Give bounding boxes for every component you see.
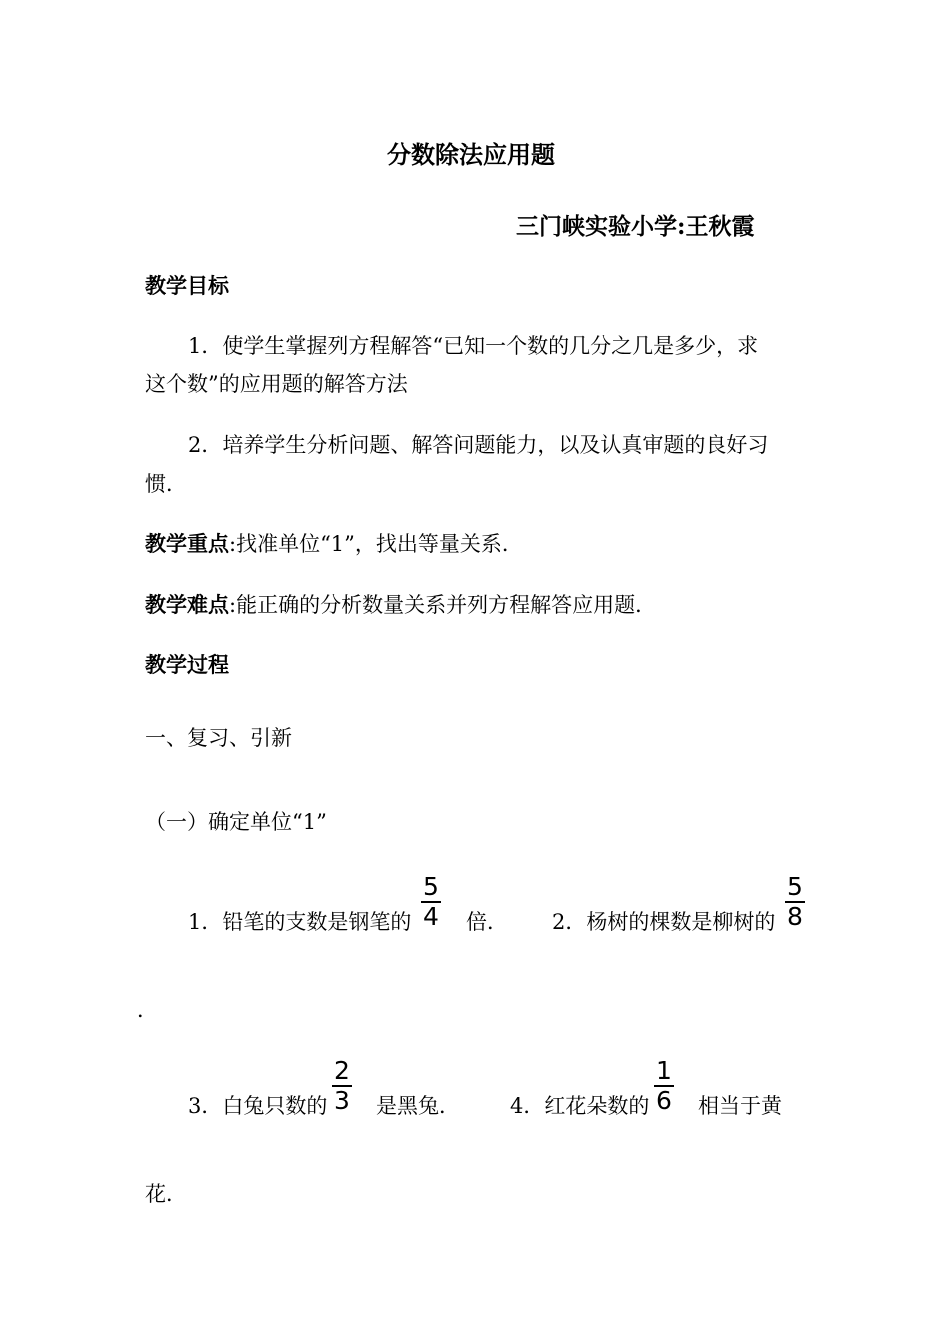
exercise-4-numerator: 1	[656, 1056, 672, 1085]
subsection-unit-one: （一）确定单位“1”	[145, 810, 327, 834]
exercise-2-after: ．	[137, 998, 158, 1022]
objectives-heading: 教学目标	[145, 273, 229, 298]
exercise-2-denominator: 8	[787, 902, 803, 931]
exercise-4-text: 4．红花朵数的	[510, 1094, 650, 1118]
exercise-3-text: 3．白兔只数的	[188, 1094, 328, 1118]
exercise-3-after: 是黑兔．	[376, 1094, 460, 1118]
difficulty-label: 教学难点	[145, 592, 229, 617]
exercise-1-denominator: 4	[423, 902, 439, 931]
exercise-2-text: 2．杨树的棵数是柳树的	[552, 910, 776, 934]
objective-1-line-1: 1．使学生掌握列方程解答“已知一个数的几分之几是多少，求	[188, 334, 759, 358]
exercise-1-numerator: 5	[423, 872, 439, 901]
exercise-1-fraction	[421, 873, 441, 931]
exercise-1-text: 1．铅笔的支数是钢笔的	[188, 910, 412, 934]
section-review-intro: 一、复习、引新	[145, 726, 292, 750]
exercise-4-continuation: 花．	[145, 1182, 187, 1206]
key-point-label: 教学重点	[145, 531, 229, 556]
exercise-1-after: 倍．	[466, 910, 508, 934]
difficulty-text: :能正确的分析数量关系并列方程解答应用题．	[229, 593, 657, 617]
key-point-line	[145, 528, 523, 558]
page-title: 分数除法应用题	[387, 140, 555, 169]
exercise-2-fraction	[785, 873, 805, 931]
objective-1-line-2: 这个数”的应用题的解答方法	[145, 372, 408, 396]
exercise-3-fraction	[332, 1057, 352, 1115]
difficulty-line	[145, 589, 656, 619]
key-point-text: :找准单位“1”，找出等量关系．	[229, 532, 523, 556]
objective-2-line-1: 2．培养学生分析问题、解答问题能力，以及认真审题的良好习	[188, 433, 769, 457]
process-heading: 教学过程	[145, 652, 229, 677]
author-line: 三门峡实验小学:王秋霞	[516, 213, 755, 240]
exercise-2-numerator: 5	[787, 872, 803, 901]
exercise-4-fraction	[654, 1057, 674, 1115]
exercise-3-numerator: 2	[334, 1056, 350, 1085]
exercise-4-after: 相当于黄	[698, 1094, 782, 1118]
exercise-3-denominator: 3	[334, 1086, 350, 1115]
exercise-4-denominator: 6	[656, 1086, 672, 1115]
objective-2-line-2: 惯．	[145, 472, 187, 496]
